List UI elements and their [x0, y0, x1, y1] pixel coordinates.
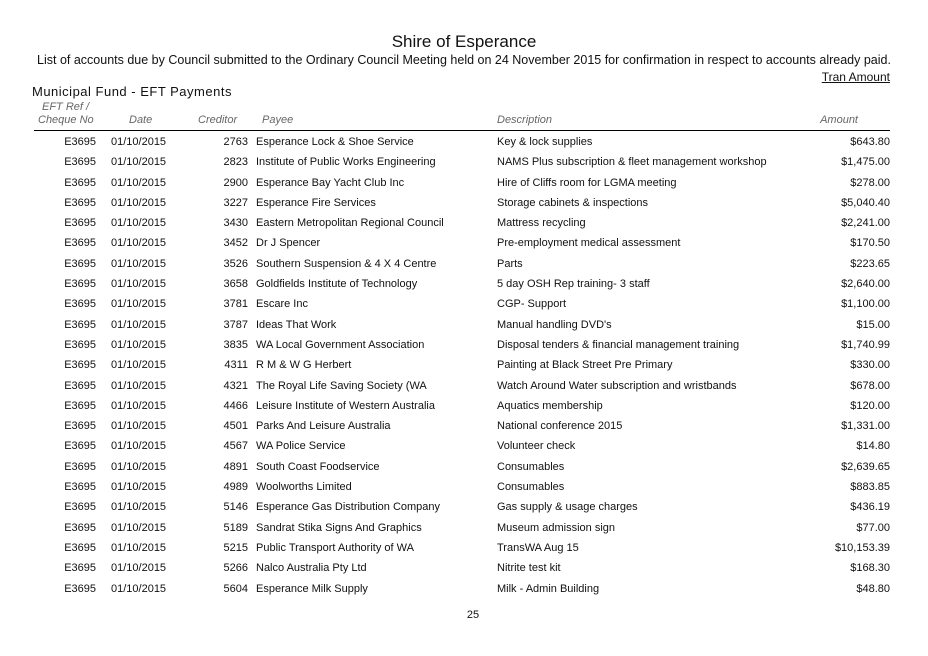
cell-payee: Esperance Lock & Shoe Service	[256, 136, 414, 148]
cell-amount: $883.85	[850, 481, 890, 494]
cell-creditor: 3430	[223, 217, 248, 230]
cell-date: 01/10/2015	[111, 176, 167, 189]
cell-description: Hire of Cliffs room for LGMA meeting	[497, 176, 677, 189]
cell-description: Watch Around Water subscription and wristbands	[497, 379, 737, 392]
cell-ref: E3695	[64, 298, 96, 311]
header-rule	[34, 130, 890, 131]
cell-payee: Parks And Leisure Australia	[256, 420, 391, 433]
cell-creditor: 4567	[223, 440, 248, 453]
cell-date: 01/10/2015	[111, 420, 167, 433]
cell-creditor: 3787	[223, 318, 248, 331]
cell-description: Museum admission sign	[497, 521, 615, 534]
cell-date: 01/10/2015	[111, 237, 167, 250]
table-row	[0, 233, 928, 253]
table-row	[0, 538, 928, 558]
table-row	[0, 254, 928, 274]
cell-ref: E3695	[64, 196, 96, 209]
cell-payee: Dr J Spencer	[256, 237, 321, 250]
cell-amount: $14.80	[856, 440, 890, 453]
cell-description: Milk - Admin Building	[497, 582, 600, 595]
table-row	[0, 173, 928, 193]
table-row	[0, 396, 928, 416]
table-row	[0, 213, 928, 233]
cell-amount: $2,640.00	[841, 278, 890, 291]
table-row	[0, 497, 928, 517]
cell-creditor: 3658	[223, 278, 248, 291]
cell-ref: E3695	[64, 379, 96, 392]
cell-amount: $5,040.40	[841, 196, 890, 209]
table-row	[0, 457, 928, 477]
column-header-creditor: Creditor	[198, 114, 238, 126]
table-row	[0, 558, 928, 578]
column-header-date: Date	[129, 114, 153, 126]
cell-payee: Sandrat Stika Signs And Graphics	[256, 521, 422, 534]
cell-date: 01/10/2015	[111, 156, 167, 169]
table-row	[0, 335, 928, 355]
cell-date: 01/10/2015	[111, 501, 167, 514]
cell-date: 01/10/2015	[111, 481, 167, 494]
cell-amount: $2,639.65	[841, 460, 890, 473]
cell-amount: $10,153.39	[834, 541, 890, 554]
cell-date: 01/10/2015	[111, 460, 167, 473]
cell-creditor: 4989	[223, 481, 248, 494]
cell-amount: $120.00	[850, 399, 890, 412]
table-row	[0, 436, 928, 456]
cell-creditor: 5146	[223, 501, 248, 514]
cell-description: 5 day OSH Rep training- 3 staff	[497, 278, 650, 291]
cell-description: National conference 2015	[497, 420, 623, 433]
cell-description: Disposal tenders & financial management training	[497, 338, 740, 351]
cell-description: Mattress recycling	[497, 217, 586, 230]
cell-ref: E3695	[64, 582, 96, 595]
cell-description: Aquatics membership	[497, 399, 603, 412]
cell-date: 01/10/2015	[111, 257, 167, 270]
cell-creditor: 4311	[224, 359, 248, 372]
cell-payee: Escare Inc	[256, 298, 308, 311]
cell-creditor: 2900	[223, 176, 248, 189]
cell-ref: E3695	[64, 481, 96, 494]
cell-amount: $678.00	[850, 379, 890, 392]
cell-date: 01/10/2015	[111, 338, 167, 351]
table-row	[0, 477, 928, 497]
cell-creditor: 4321	[223, 379, 248, 392]
cell-description: Consumables	[497, 460, 565, 473]
cell-ref: E3695	[64, 501, 96, 514]
table-row	[0, 193, 928, 213]
cell-date: 01/10/2015	[111, 440, 167, 453]
cell-payee: Nalco Australia Pty Ltd	[256, 562, 367, 575]
cell-creditor: 5266	[223, 562, 248, 575]
cell-payee: Esperance Milk Supply	[256, 582, 368, 595]
cell-payee: The Royal Life Saving Society (WA	[256, 379, 427, 392]
cell-ref: E3695	[64, 237, 96, 250]
cell-date: 01/10/2015	[111, 196, 167, 209]
table-row	[0, 579, 928, 599]
table-row	[0, 315, 928, 335]
cell-payee: Esperance Fire Services	[256, 196, 376, 209]
table-row	[0, 518, 928, 538]
cell-creditor: 3835	[223, 338, 248, 351]
cell-ref: E3695	[64, 440, 96, 453]
cell-creditor: 3227	[223, 196, 248, 209]
cell-date: 01/10/2015	[111, 562, 167, 575]
cell-payee: R M & W G Herbert	[256, 359, 352, 372]
document-subtitle: List of accounts due by Council submitted to the Ordinary Council Meeting held on 24 November 2015 for confirmation in respect to accounts already paid.	[37, 53, 891, 67]
cell-date: 01/10/2015	[111, 399, 167, 412]
fund-heading: Municipal Fund - EFT Payments	[32, 84, 232, 99]
cell-date: 01/10/2015	[111, 318, 167, 331]
cell-amount: $1,740.99	[841, 338, 890, 351]
cell-description: Gas supply & usage charges	[497, 501, 638, 514]
cell-date: 01/10/2015	[111, 521, 167, 534]
cell-amount: $15.00	[856, 318, 890, 331]
cell-ref: E3695	[64, 156, 96, 169]
cell-description: CGP- Support	[497, 298, 567, 311]
cell-date: 01/10/2015	[111, 541, 167, 554]
cell-date: 01/10/2015	[111, 582, 167, 595]
cell-creditor: 2763	[223, 136, 248, 148]
cell-creditor: 2823	[223, 156, 248, 169]
cell-amount: $168.30	[850, 562, 890, 575]
cell-description: Volunteer check	[497, 440, 576, 453]
cell-amount: $48.80	[856, 582, 890, 595]
cell-payee: Woolworths Limited	[256, 481, 352, 494]
cell-ref: E3695	[64, 338, 96, 351]
cell-payee: Esperance Gas Distribution Company	[256, 501, 441, 514]
cell-amount: $643.80	[850, 136, 890, 148]
cell-date: 01/10/2015	[111, 217, 167, 230]
document-title: Shire of Esperance	[391, 32, 537, 51]
cell-ref: E3695	[64, 318, 96, 331]
cell-amount: $1,331.00	[841, 420, 890, 433]
cell-creditor: 3781	[223, 298, 248, 311]
table-row	[0, 294, 928, 314]
cell-amount: $278.00	[850, 176, 890, 189]
table-row	[0, 152, 928, 172]
cell-description: Manual handling DVD's	[497, 318, 612, 331]
page-number: 25	[466, 609, 480, 621]
cell-payee: Esperance Bay Yacht Club Inc	[256, 176, 405, 189]
cell-date: 01/10/2015	[111, 359, 167, 372]
cell-description: TransWA Aug 15	[497, 541, 579, 554]
cell-payee: Eastern Metropolitan Regional Council	[256, 217, 444, 230]
cell-description: Consumables	[497, 481, 565, 494]
table-row	[0, 416, 928, 436]
column-header-payee: Payee	[262, 114, 294, 126]
cell-payee: Goldfields Institute of Technology	[256, 278, 418, 291]
cell-creditor: 3526	[223, 257, 248, 270]
table-row	[0, 376, 928, 396]
cell-creditor: 5604	[223, 582, 248, 595]
cell-payee: Leisure Institute of Western Australia	[256, 399, 435, 412]
tran-amount-label: Tran Amount	[821, 70, 890, 84]
cell-ref: E3695	[64, 420, 96, 433]
cell-payee: WA Local Government Association	[256, 338, 425, 351]
cell-description: Painting at Black Street Pre Primary	[497, 359, 673, 372]
cell-date: 01/10/2015	[111, 298, 167, 311]
cell-amount: $1,100.00	[841, 298, 890, 311]
cell-amount: $436.19	[850, 501, 890, 514]
payments-table	[0, 132, 928, 599]
cell-amount: $1,475.00	[841, 156, 890, 169]
cell-creditor: 3452	[223, 237, 248, 250]
table-row	[0, 274, 928, 294]
cell-payee: South Coast Foodservice	[256, 460, 380, 473]
cell-description: Pre-employment medical assessment	[497, 237, 681, 250]
column-header-description: Description	[497, 114, 553, 126]
cell-date: 01/10/2015	[111, 379, 167, 392]
cell-amount: $77.00	[856, 521, 890, 534]
table-row	[0, 132, 928, 152]
cell-payee: Ideas That Work	[256, 318, 337, 331]
table-row	[0, 355, 928, 375]
cell-ref: E3695	[64, 136, 96, 148]
cell-creditor: 4501	[223, 420, 248, 433]
cell-ref: E3695	[64, 521, 96, 534]
cell-ref: E3695	[64, 460, 96, 473]
cell-ref: E3695	[64, 399, 96, 412]
cell-description: NAMS Plus subscription & fleet management workshop	[497, 156, 767, 169]
column-header-ref-line2: Cheque No	[38, 114, 94, 126]
cell-date: 01/10/2015	[111, 278, 167, 291]
cell-amount: $223.65	[850, 257, 890, 270]
cell-payee: Institute of Public Works Engineering	[256, 156, 436, 169]
cell-ref: E3695	[64, 359, 96, 372]
cell-payee: Public Transport Authority of WA	[256, 541, 414, 554]
cell-description: Parts	[497, 257, 523, 270]
cell-ref: E3695	[64, 541, 96, 554]
cell-payee: WA Police Service	[256, 440, 346, 453]
cell-description: Storage cabinets & inspections	[497, 196, 649, 209]
cell-payee: Southern Suspension & 4 X 4 Centre	[256, 257, 437, 270]
cell-ref: E3695	[64, 217, 96, 230]
cell-creditor: 4466	[223, 399, 248, 412]
cell-creditor: 5215	[223, 541, 248, 554]
cell-description: Nitrite test kit	[497, 562, 561, 575]
cell-ref: E3695	[64, 562, 96, 575]
cell-amount: $330.00	[850, 359, 890, 372]
column-header-amount: Amount	[820, 114, 858, 126]
cell-ref: E3695	[64, 176, 96, 189]
cell-ref: E3695	[64, 278, 96, 291]
cell-amount: $2,241.00	[841, 217, 890, 230]
cell-ref: E3695	[64, 257, 96, 270]
cell-amount: $170.50	[850, 237, 890, 250]
cell-creditor: 4891	[223, 460, 248, 473]
cell-creditor: 5189	[223, 521, 248, 534]
column-header-ref-line1: EFT Ref /	[42, 101, 90, 113]
cell-description: Key & lock supplies	[497, 136, 593, 148]
cell-date: 01/10/2015	[111, 136, 167, 148]
